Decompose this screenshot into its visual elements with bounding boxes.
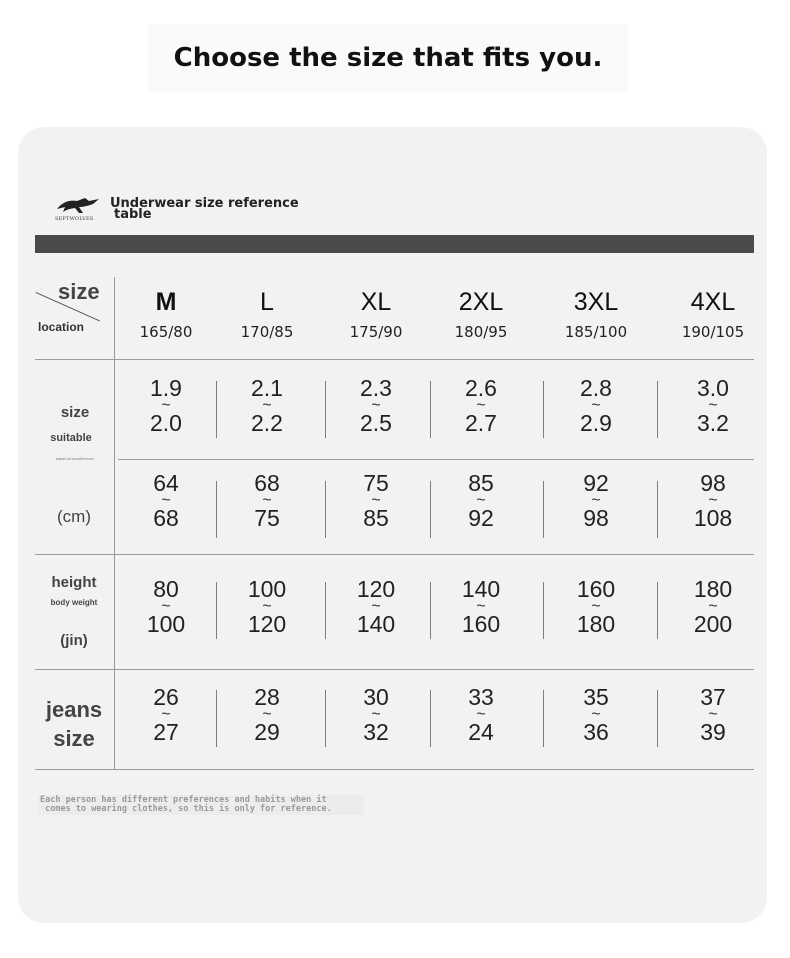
range-min: 64 — [153, 470, 179, 496]
chart-heading-line2: table — [114, 207, 152, 222]
range-cell — [426, 375, 536, 436]
corner-location-label: location — [38, 320, 85, 334]
range-tilde: ~ — [708, 706, 718, 723]
range-cell — [658, 375, 768, 436]
range-tilde: ~ — [708, 598, 718, 615]
range-max: 3.2 — [697, 410, 729, 436]
height-waist: 175/90 — [349, 323, 403, 341]
size-name: 2XL — [458, 288, 504, 316]
row-divider — [35, 554, 754, 555]
height-waist: 180/95 — [454, 323, 508, 341]
range-cell — [321, 470, 431, 531]
range-min: 35 — [583, 684, 609, 710]
column-header-xl — [321, 288, 431, 341]
range-cell — [426, 684, 536, 745]
row-label-suitable: suitable — [50, 432, 92, 444]
range-min: 180 — [693, 576, 733, 602]
range-min: 28 — [254, 684, 280, 710]
column-separator — [543, 381, 544, 438]
range-min: 2.6 — [465, 375, 497, 401]
size-name: XL — [360, 288, 392, 316]
range-min: 2.8 — [580, 375, 612, 401]
range-min: 33 — [468, 684, 494, 710]
range-tilde: ~ — [371, 598, 381, 615]
range-cell — [658, 684, 768, 745]
column-header-l — [212, 288, 322, 341]
column-separator — [543, 481, 544, 538]
range-max: 36 — [583, 719, 609, 745]
row-label-size: size — [60, 404, 90, 421]
range-max: 100 — [146, 611, 186, 637]
column-separator — [430, 690, 431, 747]
column-header-3xl — [541, 288, 651, 341]
range-tilde: ~ — [591, 492, 601, 509]
height-waist: 185/100 — [564, 323, 628, 341]
range-max: 32 — [363, 719, 389, 745]
range-tilde: ~ — [161, 598, 171, 615]
range-cell — [541, 576, 651, 637]
range-cell — [541, 684, 651, 745]
range-max: 2.2 — [251, 410, 283, 436]
corner-size-label: size — [58, 279, 100, 304]
range-max: 85 — [363, 505, 389, 531]
column-header-m — [111, 288, 221, 341]
range-cell — [658, 470, 768, 531]
range-max: 68 — [153, 505, 179, 531]
range-max: 160 — [461, 611, 501, 637]
column-separator — [657, 381, 658, 438]
range-cell — [321, 375, 431, 436]
column-separator — [325, 690, 326, 747]
range-max: 2.0 — [150, 410, 182, 436]
range-tilde: ~ — [591, 598, 601, 615]
range-cell — [111, 684, 221, 745]
height-waist: 170/85 — [240, 323, 294, 341]
column-separator — [216, 381, 217, 438]
range-cell — [212, 470, 322, 531]
range-min: 68 — [254, 470, 280, 496]
range-tilde: ~ — [476, 492, 486, 509]
column-separator — [543, 582, 544, 639]
range-max: 140 — [356, 611, 396, 637]
range-cell — [212, 684, 322, 745]
reference-note-line1: Each person has different preferences and habits when it — [40, 795, 327, 805]
column-header-2xl — [426, 288, 536, 341]
column-separator — [657, 481, 658, 538]
range-max: 92 — [468, 505, 494, 531]
range-tilde: ~ — [161, 397, 171, 414]
row-label-jeans: jeans — [45, 697, 103, 722]
range-min: 160 — [576, 576, 616, 602]
range-tilde: ~ — [371, 706, 381, 723]
row-label-jin: (jin) — [60, 632, 88, 649]
column-header-4xl — [658, 288, 768, 341]
range-cell — [111, 470, 221, 531]
size-name: 4XL — [690, 288, 736, 316]
range-cell — [321, 684, 431, 745]
chart-heading — [110, 198, 310, 220]
range-max: 24 — [468, 719, 494, 745]
range-max: 200 — [693, 611, 733, 637]
range-cell — [658, 576, 768, 637]
range-tilde: ~ — [262, 598, 272, 615]
range-tilde: ~ — [161, 492, 171, 509]
range-max: 180 — [576, 611, 616, 637]
range-max: 75 — [254, 505, 280, 531]
range-cell — [426, 470, 536, 531]
range-tilde: ~ — [262, 492, 272, 509]
range-tilde: ~ — [476, 397, 486, 414]
range-max: 39 — [700, 719, 726, 745]
range-min: 37 — [700, 684, 726, 710]
range-cell — [541, 375, 651, 436]
page-title: Choose the size that fits you. — [148, 24, 628, 92]
range-tilde: ~ — [476, 598, 486, 615]
height-waist: 165/80 — [139, 323, 193, 341]
range-tilde: ~ — [708, 492, 718, 509]
range-max: 2.7 — [465, 410, 497, 436]
range-cell — [321, 576, 431, 637]
height-waist: 190/105 — [681, 323, 745, 341]
range-min: 26 — [153, 684, 179, 710]
range-cell — [212, 576, 322, 637]
range-cell — [111, 375, 221, 436]
reference-note — [38, 795, 364, 815]
range-max: 2.5 — [360, 410, 392, 436]
range-cell — [426, 576, 536, 637]
column-separator — [657, 582, 658, 639]
row-label-waist: waist circumference — [55, 456, 95, 461]
range-min: 100 — [247, 576, 287, 602]
size-name: M — [155, 288, 177, 316]
range-min: 2.3 — [360, 375, 392, 401]
range-tilde: ~ — [161, 706, 171, 723]
range-tilde: ~ — [262, 706, 272, 723]
range-tilde: ~ — [262, 397, 272, 414]
row-label-cm: (cm) — [57, 507, 91, 526]
range-min: 30 — [363, 684, 389, 710]
column-separator — [216, 582, 217, 639]
column-separator — [657, 690, 658, 747]
range-tilde: ~ — [371, 397, 381, 414]
row-label-body-weight: body weight — [50, 598, 98, 607]
column-separator — [430, 381, 431, 438]
row-divider — [35, 359, 754, 360]
range-min: 98 — [700, 470, 726, 496]
column-separator — [430, 481, 431, 538]
range-max: 108 — [693, 505, 733, 531]
range-tilde: ~ — [708, 397, 718, 414]
range-min: 1.9 — [150, 375, 182, 401]
range-min: 2.1 — [251, 375, 283, 401]
range-tilde: ~ — [591, 397, 601, 414]
column-separator — [325, 381, 326, 438]
range-cell — [212, 375, 322, 436]
range-min: 120 — [356, 576, 396, 602]
header-bar — [35, 235, 754, 253]
range-cell — [111, 576, 221, 637]
range-cell — [541, 470, 651, 531]
range-max: 98 — [583, 505, 609, 531]
size-name: 3XL — [573, 288, 619, 316]
range-tilde: ~ — [371, 492, 381, 509]
column-separator — [216, 690, 217, 747]
range-min: 85 — [468, 470, 494, 496]
range-max: 120 — [247, 611, 287, 637]
row-label-jeans-size: size — [53, 726, 95, 751]
range-max: 2.9 — [580, 410, 612, 436]
range-min: 3.0 — [697, 375, 729, 401]
row-label-height: height — [51, 574, 97, 591]
range-max: 29 — [254, 719, 280, 745]
wolf-logo-icon — [55, 195, 103, 215]
range-max: 27 — [153, 719, 179, 745]
column-separator — [325, 481, 326, 538]
range-tilde: ~ — [476, 706, 486, 723]
row-divider — [118, 459, 754, 460]
range-tilde: ~ — [591, 706, 601, 723]
size-name: L — [260, 288, 274, 316]
range-min: 92 — [583, 470, 609, 496]
reference-note-line2: comes to wearing clothes, so this is only for reference. — [40, 804, 332, 814]
column-separator — [543, 690, 544, 747]
brand-name: SEPTWOLVES — [55, 216, 94, 222]
row-divider — [35, 769, 754, 770]
row-divider — [35, 669, 754, 670]
brand-logo — [55, 195, 103, 225]
column-separator — [430, 582, 431, 639]
range-min: 80 — [153, 576, 179, 602]
range-min: 140 — [461, 576, 501, 602]
column-separator — [216, 481, 217, 538]
column-separator — [325, 582, 326, 639]
chart-heading-line1: Underwear size reference — [110, 196, 299, 211]
range-min: 75 — [363, 470, 389, 496]
